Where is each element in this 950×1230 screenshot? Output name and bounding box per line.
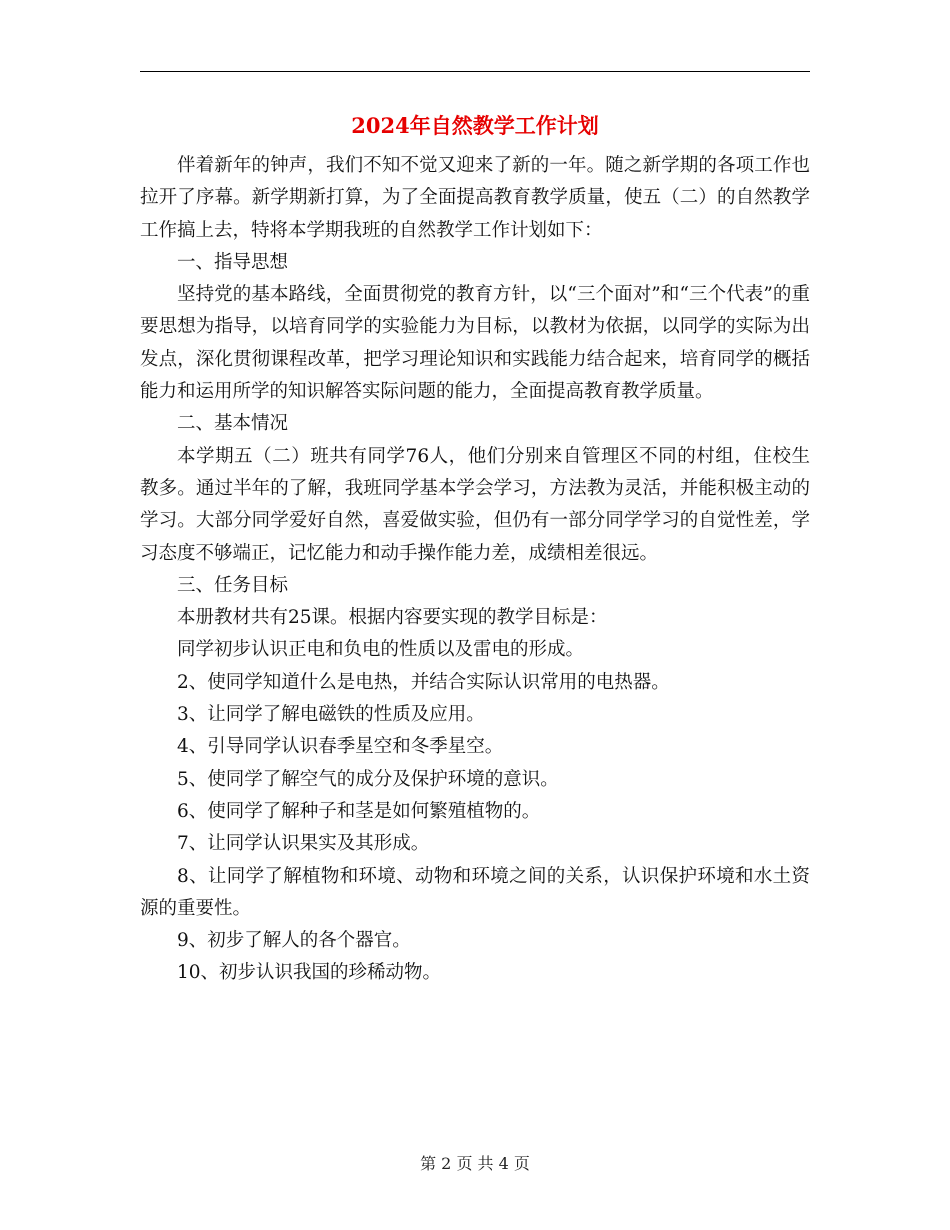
paragraph: 坚持党的基本路线，全面贯彻党的教育方针，以“三个面对”和“三个代表”的重要思想为指导，以培育同学的实验能力为目标，以教材为依据，以同学的实际为出发点，深化贯彻课程改革，把学习理论知识和实践能力结合起来，培育同学的概括能力和运用所学的知识解答实际问题的能力，全面提高教育教学质量。 xyxy=(140,284,810,403)
header-rule xyxy=(140,71,810,72)
section-heading: 二、基本情况 xyxy=(177,413,289,435)
list-item: 10、初步认识我国的珍稀动物。 xyxy=(177,962,442,984)
list-item: 8、让同学了解植物和环境、动物和环境之间的关系，认识保护环境和水土资源的重要性。 xyxy=(140,865,810,919)
paragraph: 本册教材共有25课。根据内容要实现的教学目标是： xyxy=(177,607,608,629)
list-item: 7、让同学认识果实及其形成。 xyxy=(177,833,430,855)
document-body xyxy=(140,150,810,990)
section-heading: 三、任务目标 xyxy=(177,574,289,596)
page-number: 第 2 页 共 4 页 xyxy=(420,1154,530,1173)
list-item: 4、引导同学认识春季星空和冬季星空。 xyxy=(177,736,504,758)
list-item: 同学初步认识正电和负电的性质以及雷电的形成。 xyxy=(177,639,585,661)
list-item: 6、使同学了解种子和茎是如何繁殖植物的。 xyxy=(177,800,541,822)
list-item: 2、使同学知道什么是电热，并结合实际认识常用的电热器。 xyxy=(177,671,670,693)
list-item: 5、使同学了解空气的成分及保护环境的意识。 xyxy=(177,768,559,790)
list-item: 3、让同学了解电磁铁的性质及应用。 xyxy=(177,704,485,726)
section-heading: 一、指导思想 xyxy=(177,251,289,273)
document-title: 2024年自然教学工作计划 xyxy=(351,113,599,138)
paragraph: 本学期五（二）班共有同学76人，他们分别来自管理区不同的村组，住校生教多。通过半年的了解，我班同学基本学会学习，方法教为灵活，并能积极主动的学习。大部分同学爱好自然，喜爱做实验，但仍有一部分同学学习的自觉性差，学习态度不够端正，记忆能力和动手操作能力差，成绩相差很远。 xyxy=(140,445,810,564)
list-item: 9、初步了解人的各个器官。 xyxy=(177,930,411,952)
paragraph: 伴着新年的钟声，我们不知不觉又迎来了新的一年。随之新学期的各项工作也拉开了序幕。新学期新打算，为了全面提高教育教学质量，使五（二）的自然教学工作搞上去，特将本学期我班的自然教学工作计划如下： xyxy=(140,155,810,241)
